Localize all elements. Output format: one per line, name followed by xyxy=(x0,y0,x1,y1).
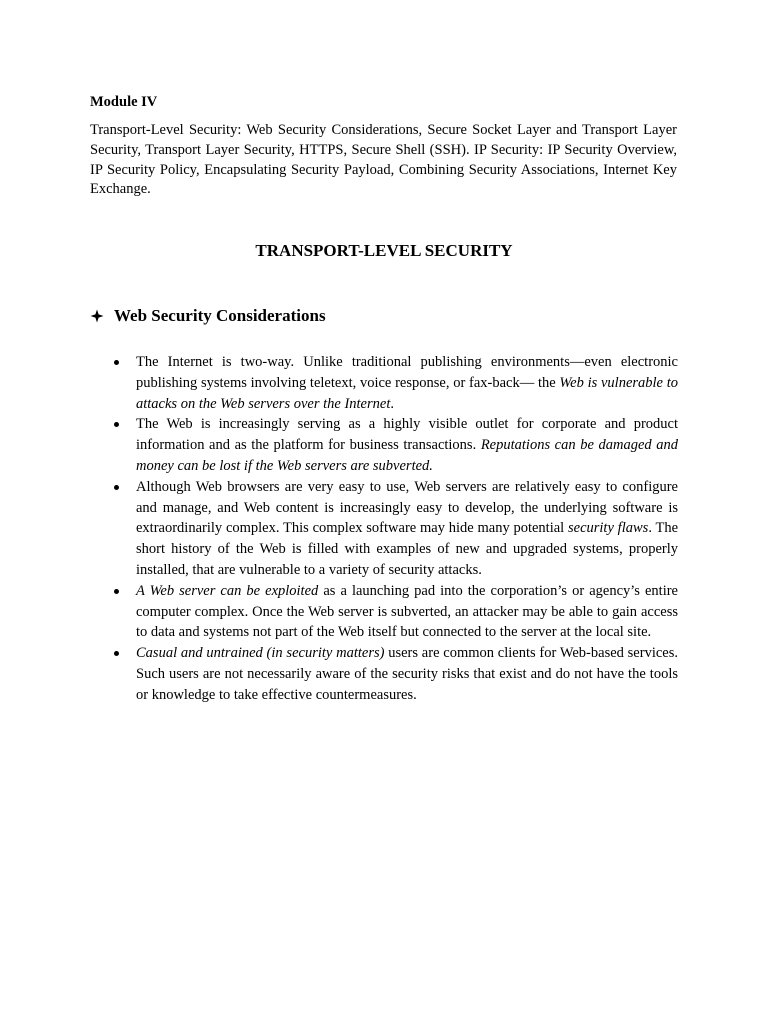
bullet-italic-text: Reputations can be damaged and money can be lost if the Web servers are subverted. xyxy=(136,437,678,474)
bullet-text: as a launching pad into the corporation’s or agency’s entire computer complex. Once the Web server is subverted, an attacker may be able to gain access to data and systems not part of the Web itself but connected to the server at the local site. xyxy=(136,582,678,641)
list-item xyxy=(136,414,678,476)
module-description: Transport-Level Security: Web Security Considerations, Secure Socket Layer and Transport Layer Security, Transport Layer Security, HTTPS, Secure Shell (SSH). IP Security: IP Security Overview, IP Security Policy, Encapsulating Security Payload, Combining Security Associations, Internet Key Exchange. xyxy=(90,122,677,198)
bullet-italic-text: A Web server can be exploited xyxy=(136,582,319,599)
bullet-italic-text: Casual and untrained (in security matters) xyxy=(136,645,385,662)
bullet-text: . The short history of the Web is filled with examples of new and upgraded systems, properly installed, that are vulnerable to a variety of security attacks. xyxy=(136,520,678,578)
bullet-text: users are common clients for Web-based services. Such users are not necessarily aware of the security risks that exist and do not have the tools or knowledge to take effective countermeasures. xyxy=(136,645,678,703)
list-item xyxy=(136,477,678,581)
diamond-bullet-icon xyxy=(90,309,104,323)
bullet-italic-text: security flaws xyxy=(568,520,649,537)
list-item xyxy=(136,643,678,705)
bullet-text: . xyxy=(390,395,394,412)
list-item xyxy=(136,352,678,414)
module-label: Module IV xyxy=(90,94,158,110)
bullet-italic-text: Web is vulnerable to attacks on the Web servers over the Internet xyxy=(136,374,678,412)
bullet-list xyxy=(136,352,678,706)
list-item xyxy=(136,581,678,643)
section-title: TRANSPORT-LEVEL SECURITY xyxy=(255,241,513,260)
bullet-text: The Web is increasingly serving as a highly visible outlet for corporate and product information and as the platform for business transactions. xyxy=(136,416,678,454)
bullet-text: The Internet is two-way. Unlike traditional publishing environments—even electronic publishing systems involving teletext, voice response, or fax-back— the xyxy=(136,354,678,391)
subsection-heading xyxy=(90,305,326,327)
bullet-text: Although Web browsers are very easy to use, Web servers are relatively easy to configure and manage, and Web content is increasingly easy to develop, the underlying software is extraordinarily complex. This complex software may hide many potential xyxy=(136,478,678,537)
subsection-title: Web Security Considerations xyxy=(114,306,326,325)
